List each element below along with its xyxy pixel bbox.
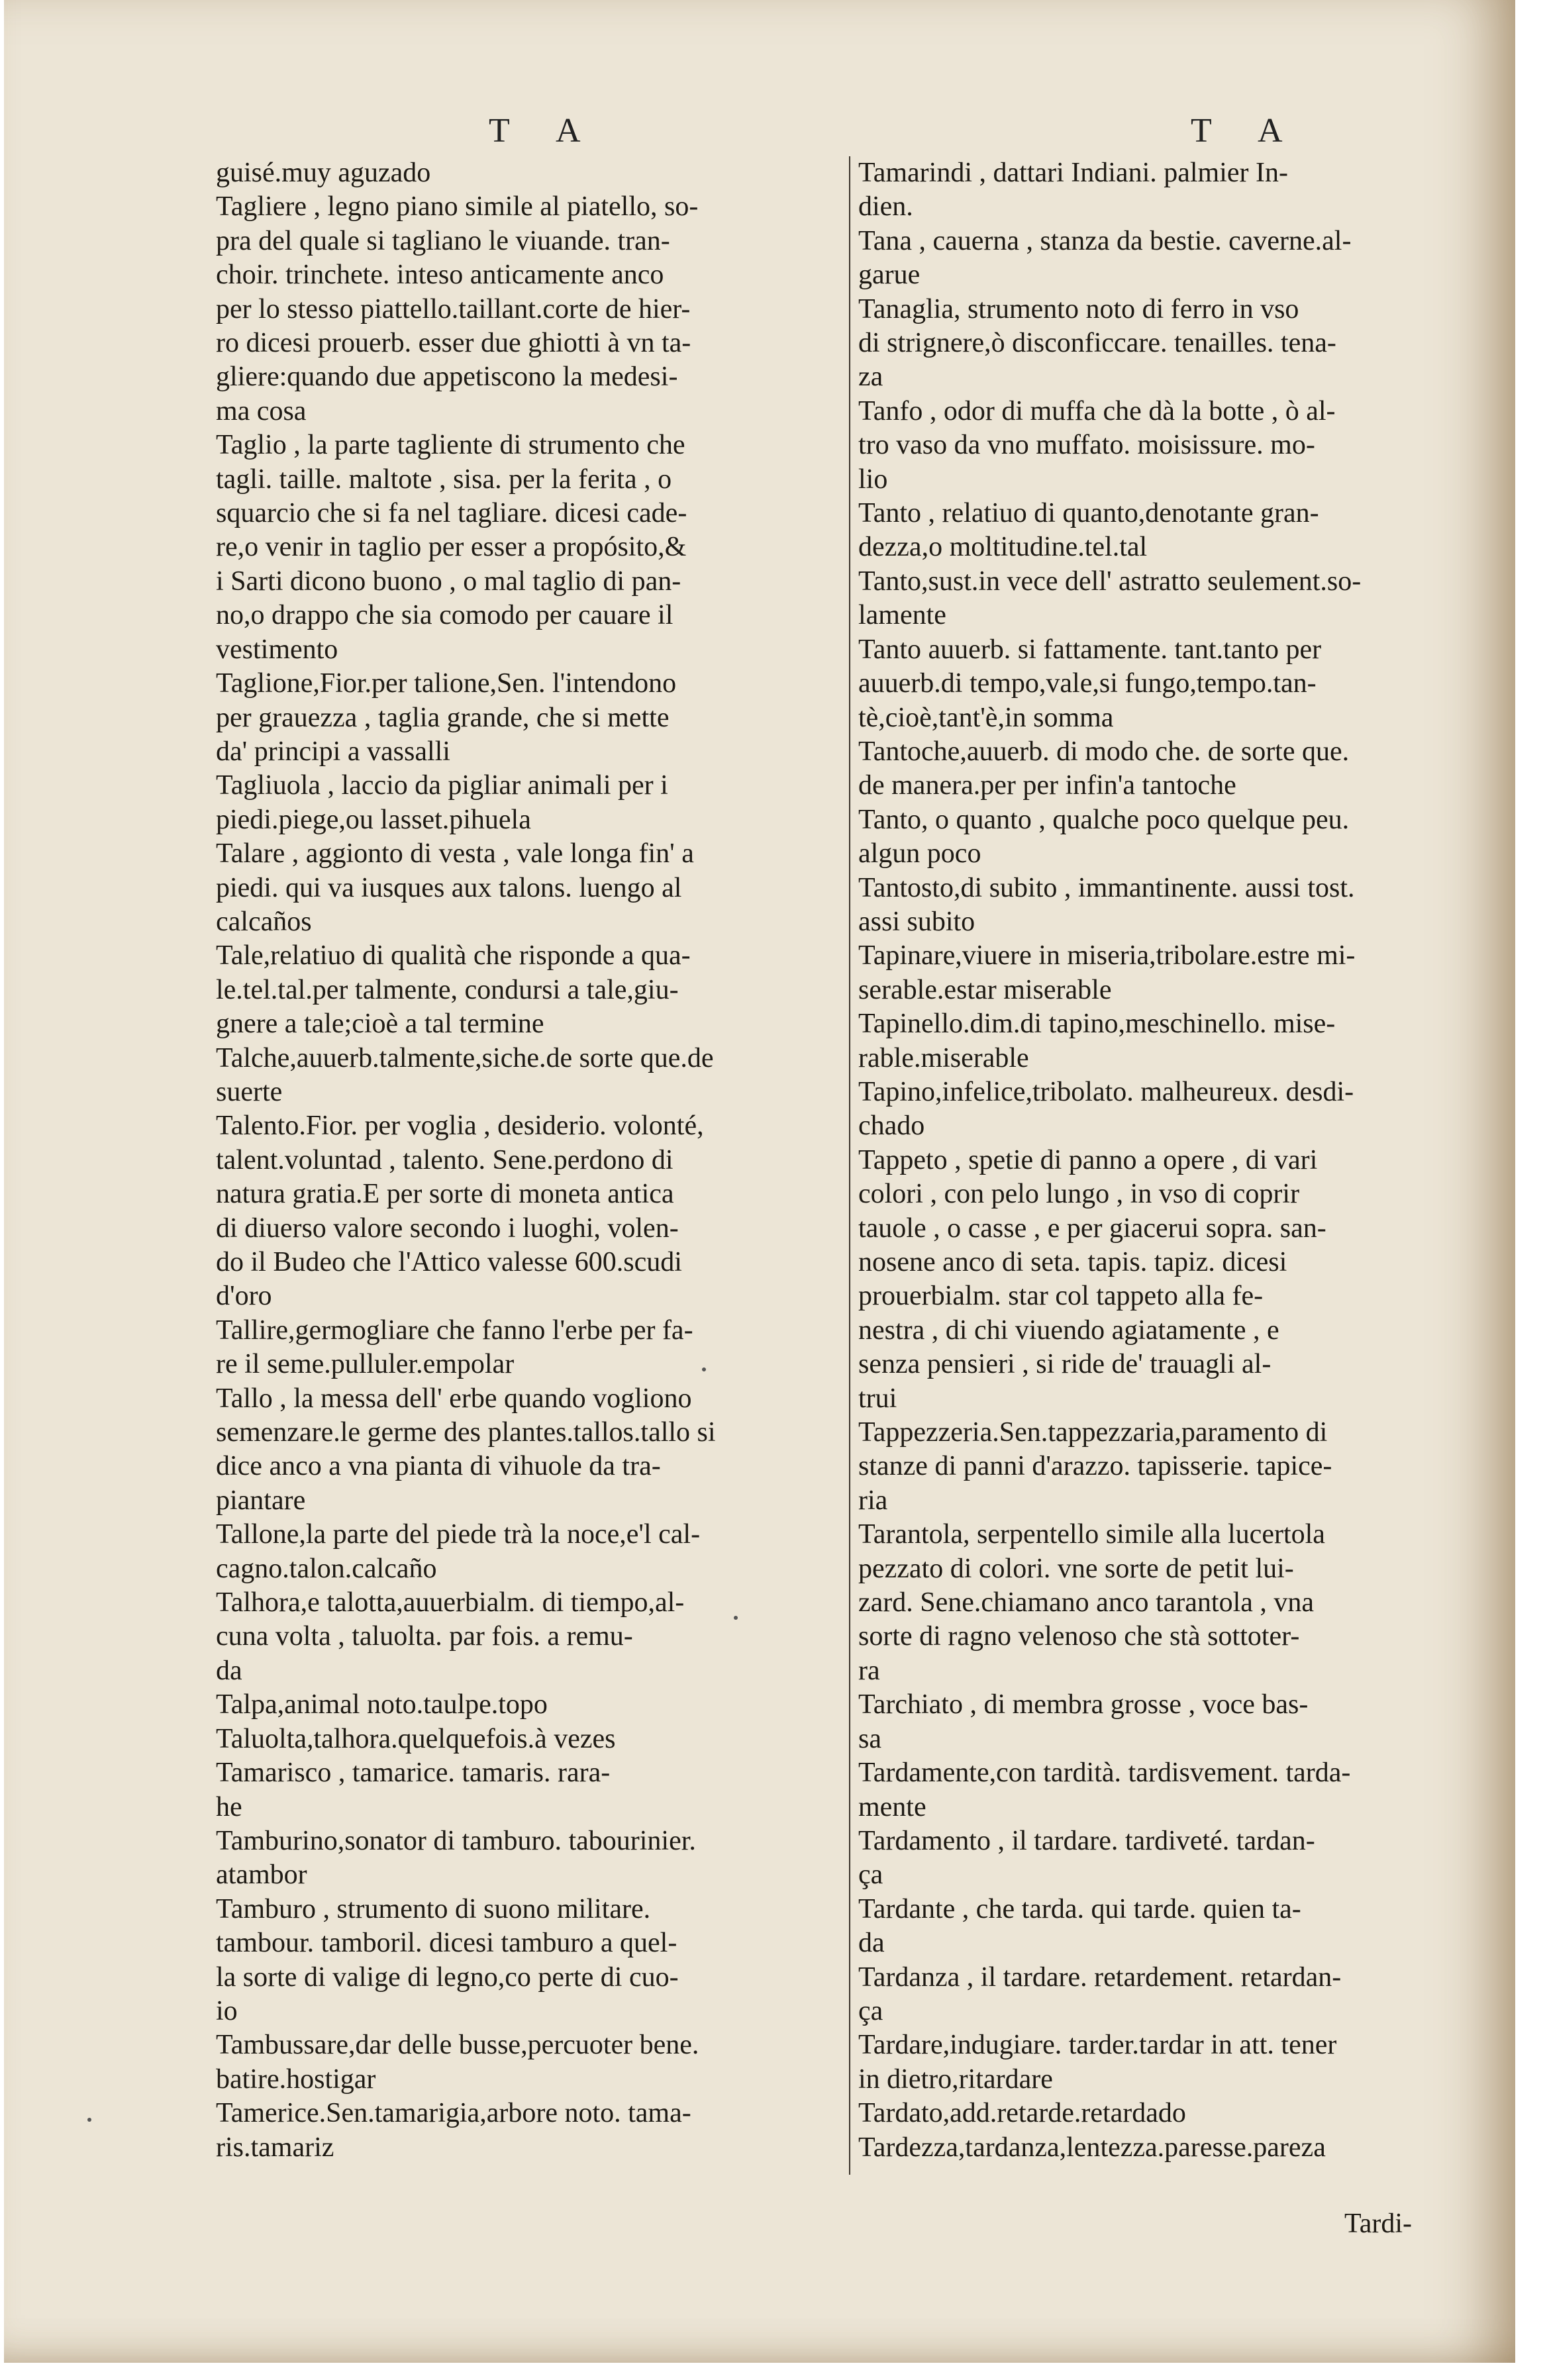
text-line: de manera.per per infin'a tantoche: [858, 770, 1236, 801]
text-line: dien.: [858, 191, 913, 223]
text-line: do il Budeo che l'Attico valesse 600.scudi: [216, 1247, 682, 1277]
text-line: Talhora,e talotta,auuerbialm. di tiempo,al-: [216, 1587, 685, 1618]
text-line: sorte di ragno velenoso che stà sottoter-: [858, 1621, 1300, 1652]
text-line: piedi. qui va iusques aux talons. luengo al: [216, 872, 682, 903]
text-line: ça: [858, 1859, 883, 1891]
text-line: i Sarti dicono buono , o mal taglio di pan-: [216, 566, 681, 597]
text-line: suerte: [216, 1076, 283, 1107]
text-line: Tanaglia, strumento noto di ferro in vso: [858, 293, 1299, 324]
text-line: Tamarisco , tamarice. tamaris. rara-: [216, 1758, 611, 1789]
text-line: lio: [858, 464, 888, 495]
text-line: vestimento: [216, 634, 338, 665]
text-line: pezzato di colori. vne sorte de petit lui-: [858, 1553, 1294, 1584]
text-line: Tantosto,di subito , immantinente. aussi tost.: [858, 872, 1355, 903]
text-line: re il seme.pulluler.empolar: [216, 1349, 515, 1380]
text-line: Talche,auuerb.talmente,siche.de sorte que.de: [216, 1042, 714, 1073]
right-column: [858, 156, 1464, 2165]
text-line: serable.estar miserable: [858, 974, 1112, 1005]
text-line: Tambussare,dar delle busse,percuoter bene.: [216, 2030, 699, 2061]
text-line: piantare: [216, 1485, 306, 1516]
text-line: ça: [858, 1995, 883, 2026]
left-column: [216, 156, 838, 2165]
text-line: natura gratia.E per sorte di moneta antica: [216, 1179, 674, 1210]
text-line: no,o drappo che sia comodo per cauare il: [216, 600, 674, 631]
text-line: Tardamento , il tardare. tardiveté. tardan-: [858, 1825, 1315, 1856]
text-line: di strignere,ò disconficcare. tenailles. tena-: [858, 328, 1336, 359]
text-line: tè,cioè,tant'è,in somma: [858, 702, 1114, 733]
text-line: la sorte di valige di legno,co perte di cuo-: [216, 1961, 679, 1993]
text-line: ro dicesi prouerb. esser due ghiotti à vn ta-: [216, 328, 691, 359]
text-line: atambor: [216, 1859, 307, 1891]
text-line: Talento.Fior. per voglia , desiderio. volonté,: [216, 1111, 704, 1142]
text-line: da: [216, 1655, 242, 1686]
text-line: pra del quale si tagliano le viuande. tran-: [216, 225, 670, 256]
text-line: ra: [858, 1655, 880, 1686]
text-line: le.tel.tal.per talmente, condursi a tale,giu-: [216, 974, 679, 1005]
text-line: Tana , cauerna , stanza da bestie. caverne.al-: [858, 225, 1352, 256]
text-line: da' principi a vassalli: [216, 736, 450, 767]
text-line: Tale,relatiuo di qualità che risponde a qua-: [216, 940, 691, 971]
text-line: Tanto , relatiuo di quanto,denotante gran-: [858, 498, 1319, 529]
text-line: prouerbialm. star col tappeto alla fe-: [858, 1281, 1264, 1312]
text-line: Tanfo , odor di muffa che dà la botte , ò al-: [858, 395, 1336, 426]
text-line: Tardamente,con tardità. tardisvement. tarda-: [858, 1758, 1351, 1789]
text-line: Tappeto , spetie di panno a opere , di vari: [858, 1144, 1318, 1175]
text-line: za: [858, 362, 883, 393]
text-line: per grauezza , taglia grande, che si mette: [216, 702, 670, 733]
ink-speck: [734, 1616, 738, 1620]
text-line: talent.voluntad , talento. Sene.perdono di: [216, 1144, 674, 1175]
text-line: Tardato,add.retarde.retardado: [858, 2098, 1186, 2129]
text-line: garue: [858, 260, 921, 291]
text-line: Tardanza , il tardare. retardement. retardan-: [858, 1961, 1342, 1993]
text-line: guisé.muy aguzado: [216, 158, 431, 188]
text-line: Tamerice.Sen.tamarigia,arbore noto. tama-: [216, 2098, 691, 2129]
text-line: nestra , di chi viuendo agiatamente , e: [858, 1314, 1279, 1346]
text-line: Talare , aggionto di vesta , vale longa fin' a: [216, 838, 694, 869]
text-line: Tallo , la messa dell' erbe quando vogliono: [216, 1383, 692, 1414]
text-line: Tamburo , strumento di suono militare.: [216, 1893, 651, 1924]
text-line: tauole , o casse , e per giacerui sopra. san-: [858, 1213, 1326, 1244]
text-line: Taluolta,talhora.quelquefois.à vezes: [216, 1723, 616, 1754]
text-line: algun poco: [858, 838, 981, 869]
text-line: dezza,o moltitudine.tel.tal: [858, 532, 1148, 563]
text-line: senza pensieri , si ride de' trauagli al-: [858, 1349, 1272, 1380]
text-line: in dietro,ritardare: [858, 2063, 1053, 2095]
text-line: Tallire,germogliare che fanno l'erbe per fa-: [216, 1314, 693, 1346]
text-line: d'oro: [216, 1281, 272, 1312]
text-line: colori , con pelo lungo , in vso di coprir: [858, 1179, 1300, 1210]
text-line: Talpa,animal noto.taulpe.topo: [216, 1689, 548, 1720]
text-line: choir. trinchete. inteso anticamente anco: [216, 260, 664, 291]
text-line: tambour. tamboril. dicesi tamburo a quel-: [216, 1928, 677, 1959]
text-line: gnere a tale;cioè a tal termine: [216, 1009, 544, 1040]
ink-speck: [702, 1367, 706, 1371]
text-line: auuerb.di tempo,vale,si fungo,tempo.tan-: [858, 668, 1317, 699]
catchword: Tardi-: [1344, 2208, 1413, 2239]
text-line: cagno.talon.calcaño: [216, 1553, 437, 1584]
text-line: da: [858, 1928, 885, 1959]
text-line: Tamarindi , dattari Indiani. palmier In-: [858, 158, 1288, 188]
text-line: squarcio che si fa nel tagliare. dicesi cade-: [216, 498, 687, 529]
text-line: semenzare.le germe des plantes.tallos.tallo si: [216, 1417, 716, 1448]
text-line: he: [216, 1791, 242, 1822]
text-line: calcaños: [216, 906, 312, 937]
text-line: batire.hostigar: [216, 2063, 376, 2095]
running-head-left: T A: [489, 112, 601, 150]
text-line: piedi.piege,ou lasset.pihuela: [216, 804, 531, 835]
text-line: mente: [858, 1791, 926, 1822]
text-line: cuna volta , taluolta. par fois. a remu-: [216, 1621, 633, 1652]
text-line: rable.miserable: [858, 1042, 1029, 1073]
text-line: Tardare,indugiare. tarder.tardar in att. tener: [858, 2030, 1337, 2061]
text-line: stanze di panni d'arazzo. tapisserie. tapice-: [858, 1451, 1332, 1482]
text-line: Tardezza,tardanza,lentezza.paresse.pareza: [858, 2132, 1326, 2163]
text-line: sa: [858, 1723, 881, 1754]
text-line: Tarantola, serpentello simile alla lucertola: [858, 1519, 1325, 1550]
text-line: Tagliere , legno piano simile al piatello, so-: [216, 191, 699, 223]
text-line: trui: [858, 1383, 897, 1414]
text-line: Tapinello.dim.di tapino,meschinello. mise-: [858, 1009, 1336, 1040]
text-line: Taglio , la parte tagliente di strumento che: [216, 430, 685, 461]
text-line: tagli. taille. maltote , sisa. per la ferita , o: [216, 464, 672, 495]
text-line: Taglione,Fior.per talione,Sen. l'intendono: [216, 668, 677, 699]
running-head-right: T A: [1191, 112, 1303, 150]
text-line: io: [216, 1995, 238, 2026]
text-line: re,o venir in taglio per esser a propósito,&: [216, 532, 687, 563]
text-line: zard. Sene.chiamano anco tarantola , vna: [858, 1587, 1315, 1618]
text-line: Tantoche,auuerb. di modo che. de sorte que.: [858, 736, 1350, 767]
text-line: assi subito: [858, 906, 975, 937]
text-line: ris.tamariz: [216, 2132, 334, 2163]
text-line: Tarchiato , di membra grosse , voce bas-: [858, 1689, 1309, 1720]
text-line: per lo stesso piattello.taillant.corte de hier-: [216, 293, 691, 324]
text-line: Tapino,infelice,tribolato. malheureux. desdi-: [858, 1076, 1354, 1107]
text-line: Tappezzeria.Sen.tappezzaria,paramento di: [858, 1417, 1328, 1448]
ink-speck: [87, 2118, 91, 2122]
text-line: di diuerso valore secondo i luoghi, volen-: [216, 1213, 679, 1244]
text-line: Tanto auuerb. si fattamente. tant.tanto per: [858, 634, 1322, 665]
text-line: Tanto, o quanto , qualche poco quelque peu.: [858, 804, 1350, 835]
column-divider: [849, 156, 850, 2175]
text-line: nosene anco di seta. tapis. tapiz. dicesi: [858, 1247, 1287, 1277]
text-line: ma cosa: [216, 395, 307, 426]
text-line: Tardante , che tarda. qui tarde. quien ta-: [858, 1893, 1301, 1924]
text-line: Tamburino,sonator di tamburo. tabourinier.: [216, 1825, 696, 1856]
text-line: tro vaso da vno muffato. moisissure. mo-: [858, 430, 1315, 461]
text-line: lamente: [858, 600, 946, 631]
text-line: Tallone,la parte del piede trà la noce,e'l cal-: [216, 1519, 701, 1550]
text-line: Tagliuola , laccio da pigliar animali per i: [216, 770, 668, 801]
text-line: chado: [858, 1111, 925, 1142]
text-line: ria: [858, 1485, 888, 1516]
text-line: dice anco a vna pianta di vihuole da tra-: [216, 1451, 661, 1482]
text-line: Tanto,sust.in vece dell' astratto seulement.so-: [858, 566, 1362, 597]
text-line: gliere:quando due appetiscono la medesi-: [216, 362, 678, 393]
text-line: Tapinare,viuere in miseria,tribolare.estre mi-: [858, 940, 1356, 971]
